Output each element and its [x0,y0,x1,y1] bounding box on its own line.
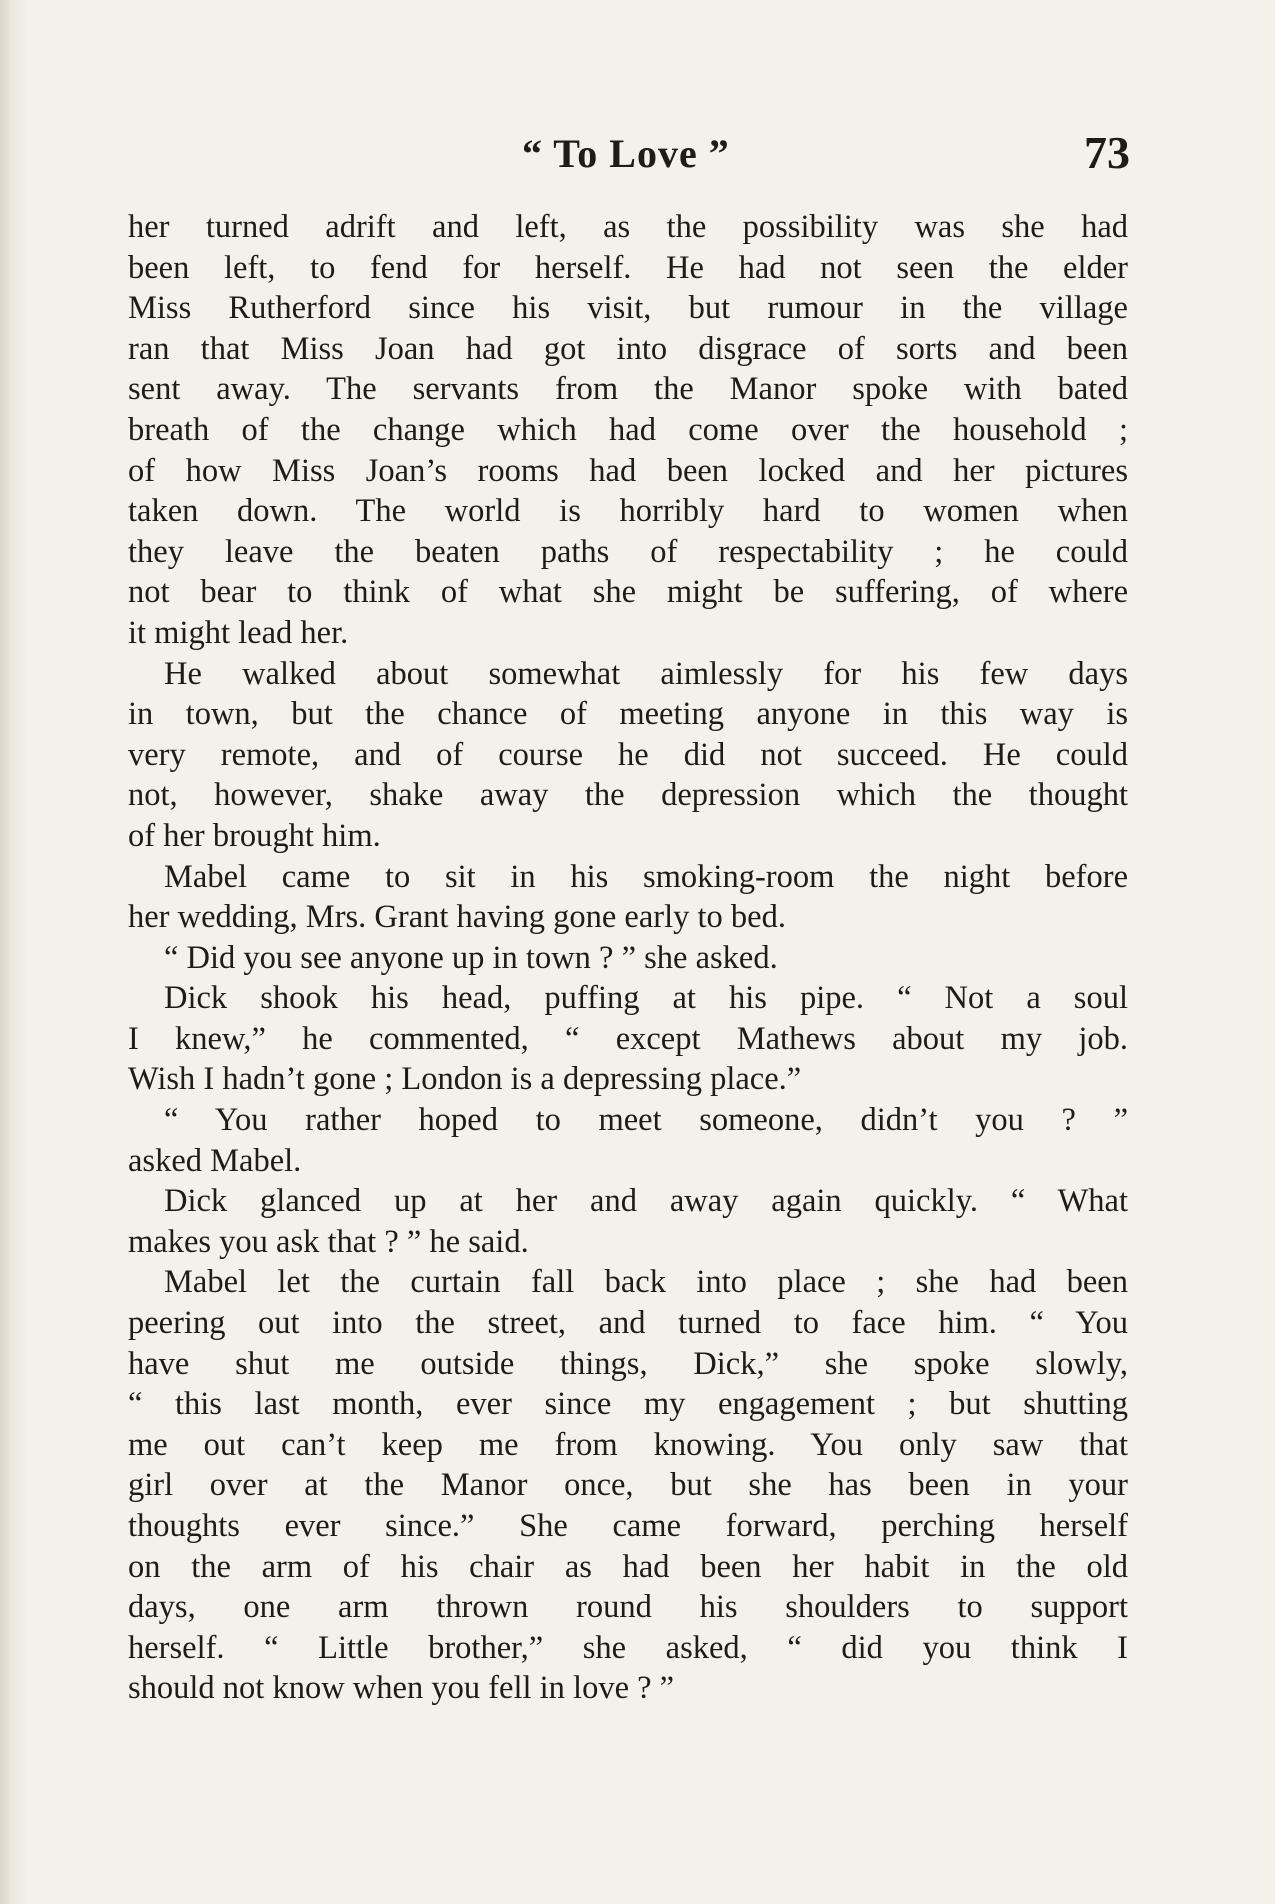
text-line: “ Did you see anyone up in town ? ” she asked. [164,939,778,976]
text-line: not bear to think of what she might be suffering, of where [128,574,1128,611]
text-line: Dick shook his head, puffing at his pipe. “ Not a soul [164,980,1128,1017]
text-line: Miss Rutherford since his visit, but rumour in the village [128,290,1128,327]
text-line: Mabel let the curtain fall back into place ; she had been [164,1264,1128,1301]
text-line: of how Miss Joan’s rooms had been locked and her pictures [128,452,1128,489]
text-line: should not know when you fell in love ? ” [128,1670,675,1707]
text-line: taken down. The world is horribly hard to women when [128,493,1128,530]
text-line: “ You rather hoped to meet someone, didn’t you ? ” [164,1102,1128,1139]
text-line: He walked about somewhat aimlessly for his few days [164,655,1128,692]
text-line: it might lead her. [128,614,349,651]
text-line: asked Mabel. [128,1142,302,1179]
text-line: girl over at the Manor once, but she has been in your [128,1467,1128,1504]
text-line: Wish I hadn’t gone ; London is a depressing place.” [128,1061,802,1098]
text-line: ran that Miss Joan had got into disgrace of sorts and been [128,330,1128,367]
text-line: been left, to fend for herself. He had not seen the elder [128,249,1128,286]
page-number: 73 [1084,127,1130,178]
text-line: have shut me outside things, Dick,” she spoke slowly, [128,1345,1128,1382]
text-line: in town, but the chance of meeting anyone in this way is [128,696,1128,733]
text-line: her turned adrift and left, as the possibility was she had [128,209,1128,245]
chapter-title: “ To Love ” [522,131,730,176]
text-line: thoughts ever since.” She came forward, perching herself [128,1508,1128,1544]
text-line: Mabel came to sit in his smoking-room the night before [164,858,1128,895]
text-line: “ this last month, ever since my engagement ; but shutting [128,1386,1128,1423]
page-edge [0,0,28,1904]
text-line: of her brought him. [128,817,381,854]
text-line: on the arm of his chair as had been her habit in the old [128,1548,1128,1585]
body-text [128,207,1128,1709]
text-line: they leave the beaten paths of respectability ; he could [128,533,1128,570]
running-head [130,127,1130,190]
text-line: makes you ask that ? ” he said. [128,1223,529,1260]
text-line: me out can’t keep me from knowing. You only saw that [128,1426,1128,1463]
text-line: breath of the change which had come over the household ; [128,411,1128,448]
text-line: not, however, shake away the depression which the thought [128,777,1128,814]
text-line: I knew,” he commented, “ except Mathews about my job. [128,1020,1128,1057]
text-line: her wedding, Mrs. Grant having gone early to bed. [128,899,786,936]
text-line: herself. “ Little brother,” she asked, “ did you think I [128,1629,1128,1666]
text-line: days, one arm thrown round his shoulders to support [128,1589,1128,1626]
text-line: Dick glanced up at her and away again quickly. “ What [164,1183,1128,1220]
text-line: sent away. The servants from the Manor spoke with bated [128,371,1128,408]
text-line: peering out into the street, and turned to face him. “ You [128,1305,1128,1342]
text-line: very remote, and of course he did not succeed. He could [128,736,1128,773]
